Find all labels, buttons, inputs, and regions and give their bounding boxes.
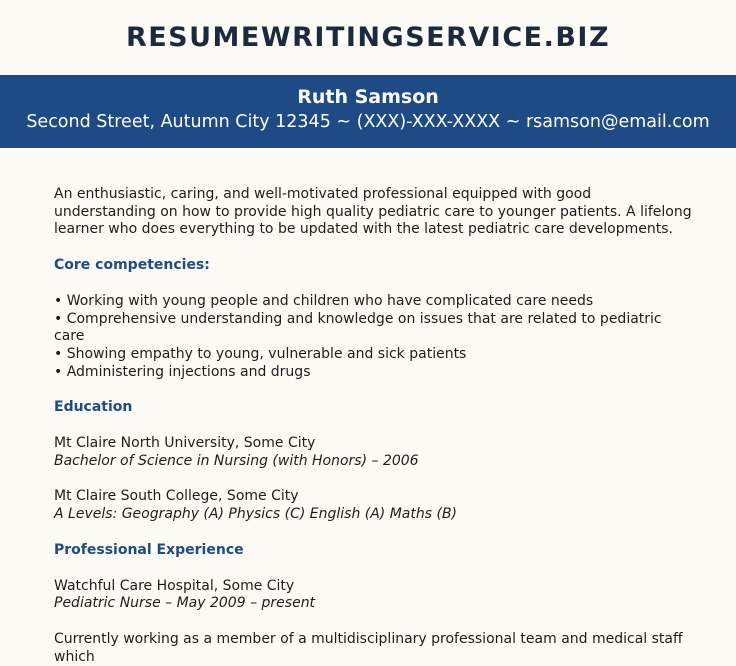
resume-body — [0, 148, 694, 666]
core-competencies-heading: Core competencies: — [54, 257, 210, 274]
resume-header-banner — [0, 75, 736, 148]
site-brand: RESUMEWRITINGSERVICE.BIZ — [125, 22, 611, 53]
education-school: Mt Claire North University, Some City — [54, 435, 316, 452]
experience-employer: Watchful Care Hospital, Some City — [54, 577, 295, 594]
education-school: Mt Claire South College, Some City — [54, 488, 299, 505]
competencies-list — [54, 293, 694, 382]
candidate-name: Ruth Samson — [297, 86, 439, 108]
list-item: • Comprehensive understanding and knowledge on issues that are related to pediatric care — [54, 311, 694, 346]
experience-description: Currently working as a member of a multidisciplinary professional team and medical staff which — [54, 630, 683, 665]
contact-line: Second Street, Autumn City 12345 ~ (XXX)-XXX-XXXX ~ rsamson@email.com — [26, 112, 710, 132]
education-detail: Bachelor of Science in Nursing (with Honors) – 2006 — [54, 452, 419, 469]
education-detail: A Levels: Geography (A) Physics (C) English (A) Maths (B) — [54, 506, 458, 523]
education-heading: Education — [54, 399, 133, 416]
experience-role: Pediatric Nurse – May 2009 – present — [54, 595, 316, 612]
list-item: • Working with young people and children who have complicated care needs — [54, 293, 694, 311]
experience-heading: Professional Experience — [54, 541, 244, 558]
list-item: • Administering injections and drugs — [54, 364, 694, 382]
summary-paragraph: An enthusiastic, caring, and well-motivated professional equipped with good understanding on how to provide high quality pediatric care to younger patients. A lifelong learner who does everything to be updated with the latest pediatric care developments. — [54, 186, 692, 238]
list-item: • Showing empathy to young, vulnerable and sick patients — [54, 346, 694, 364]
